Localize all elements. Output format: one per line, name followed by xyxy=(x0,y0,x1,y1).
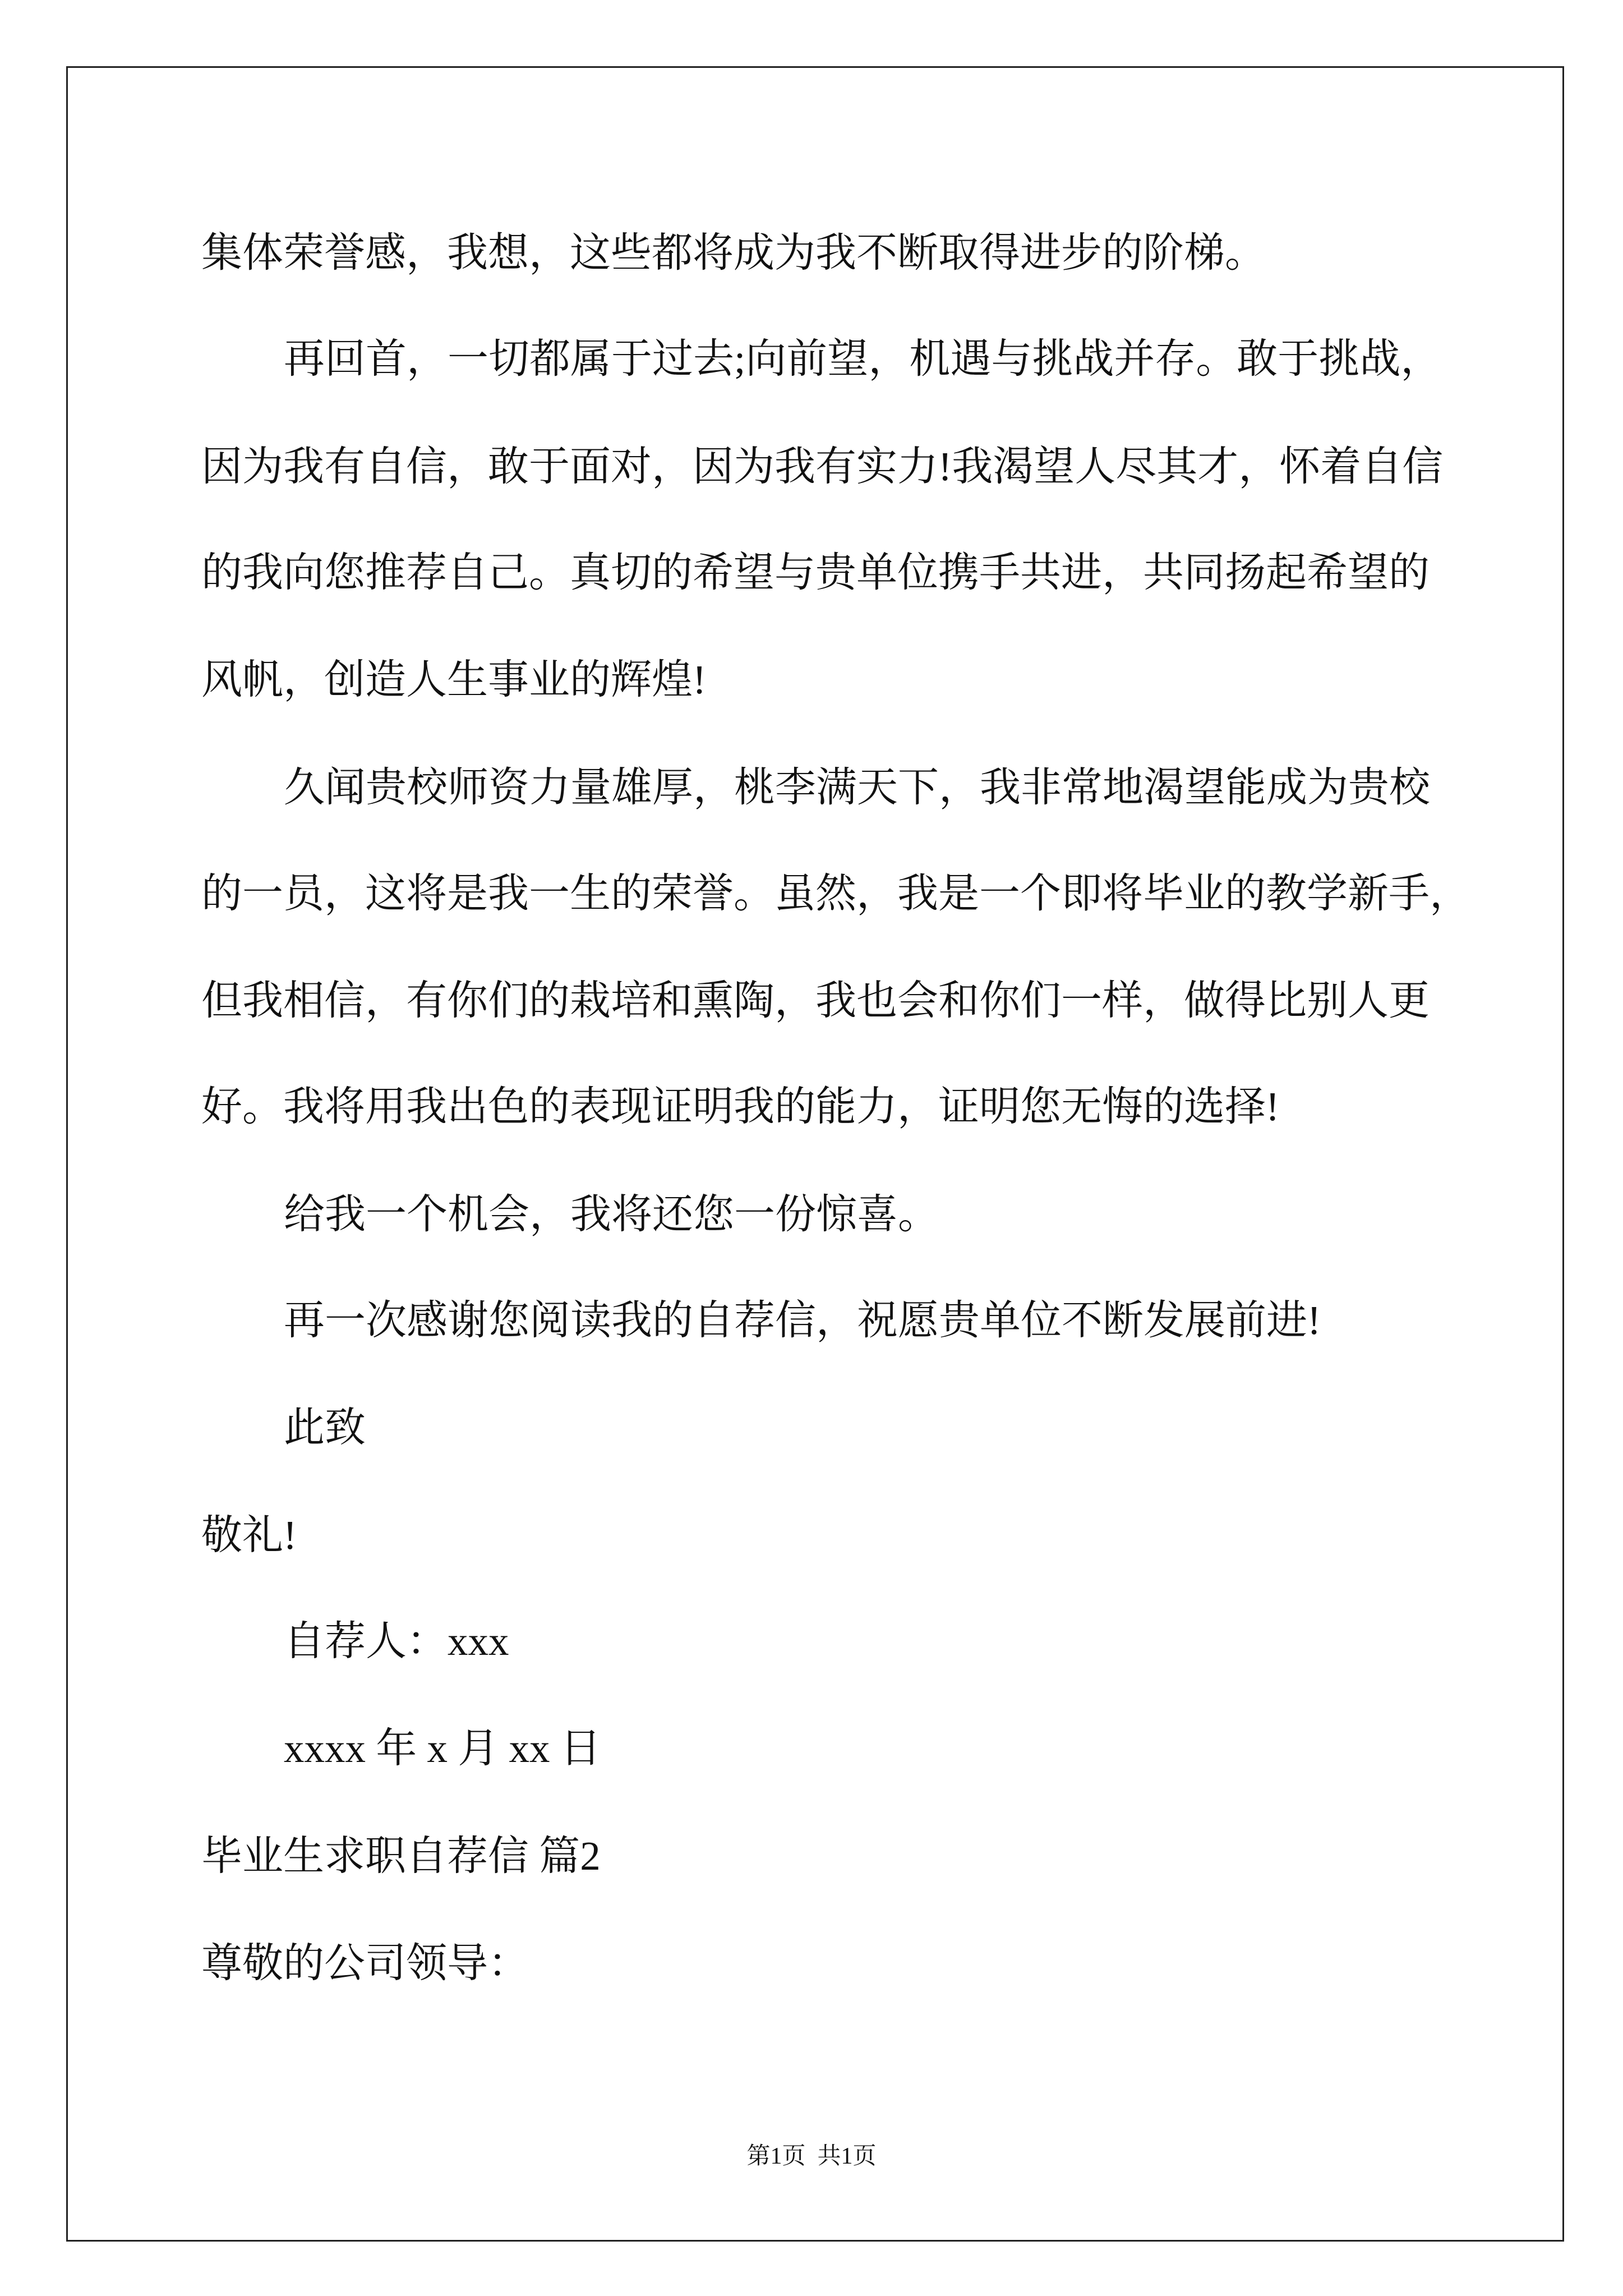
text-line: 风帆，创造人生事业的辉煌! xyxy=(201,657,707,702)
text-line: 再回首，一切都属于过去;向前望，机遇与挑战并存。敢于挑战， xyxy=(284,336,1442,381)
section-heading: 毕业生求职自荐信 篇2 xyxy=(201,1833,601,1879)
date-line: xxxx 年 x 月 xx 日 xyxy=(284,1726,601,1771)
text-line: 的我向您推荐自己。真切的希望与贵单位携手共进，共同扬起希望的 xyxy=(201,550,1430,595)
text-line: 久闻贵校师资力量雄厚，桃李满天下，我非常地渴望能成为贵校 xyxy=(284,765,1430,810)
page-border xyxy=(66,66,1564,2242)
closing-phrase: 此致 xyxy=(284,1405,366,1450)
text-line: 再一次感谢您阅读我的自荐信，祝愿贵单位不断发展前进! xyxy=(284,1297,1321,1343)
salutation-closing: 敬礼! xyxy=(201,1512,297,1558)
text-line: 的一员，这将是我一生的荣誉。虽然，我是一个即将毕业的教学新手， xyxy=(201,871,1470,916)
text-line: 好。我将用我出色的表现证明我的能力，证明您无悔的选择! xyxy=(201,1084,1280,1129)
greeting-line: 尊敬的公司领导： xyxy=(201,1940,529,1986)
text-line: 集体荣誉感，我想，这些都将成为我不断取得进步的阶梯。 xyxy=(201,230,1266,275)
page-footer: 第1页 共1页 xyxy=(746,2143,877,2169)
text-line: 给我一个机会，我将还您一份惊喜。 xyxy=(284,1191,939,1237)
text-line: 因为我有自信，敢于面对，因为我有实力!我渴望人尽其才，怀着自信 xyxy=(201,444,1444,489)
text-line: 但我相信，有你们的栽培和熏陶，我也会和你们一样，做得比别人更 xyxy=(201,978,1430,1023)
signature-line: 自荐人：xxx xyxy=(284,1618,509,1664)
